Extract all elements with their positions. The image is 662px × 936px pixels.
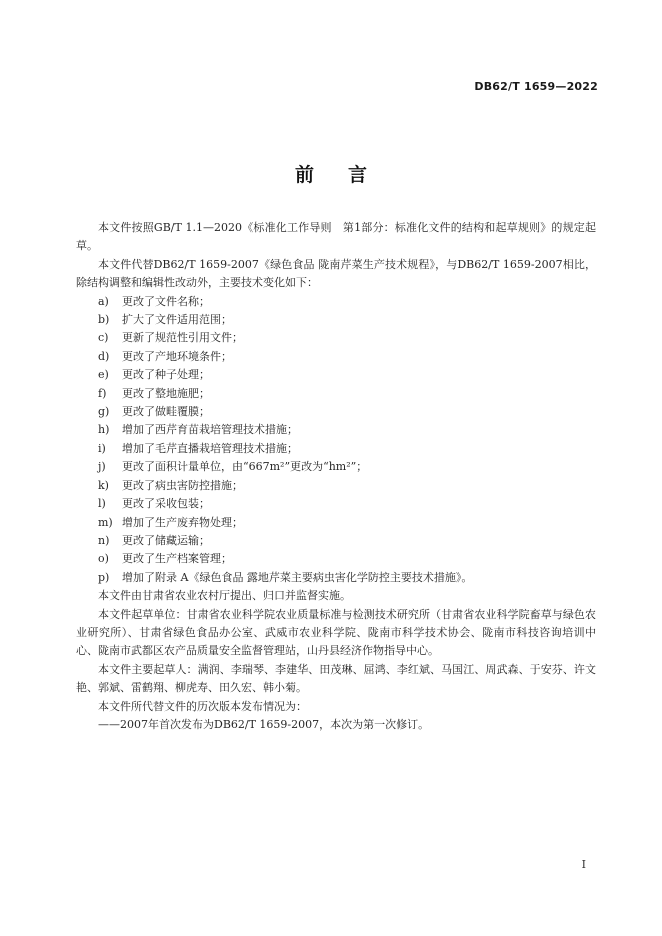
list-item xyxy=(76,421,596,439)
list-text: 更改了种子处理； xyxy=(122,368,210,382)
list-item xyxy=(76,329,596,347)
list-text: 更改了面积计量单位，由“667m²”更改为“hm²”； xyxy=(122,460,368,474)
list-text: 增加了附录 A《绿色食品 露地芹菜主要病虫害化学防控主要技术措施》。 xyxy=(122,570,473,584)
list-item xyxy=(76,532,596,550)
list-text: 增加了毛芹直播栽培管理技术措施； xyxy=(122,441,298,455)
list-marker: l) xyxy=(98,497,106,511)
list-marker: e) xyxy=(98,368,109,382)
list-item xyxy=(76,293,596,311)
paragraph-replacement: 本文件代替DB62/T 1659-2007《绿色食品 陇南芹菜生产技术规程》，与DB62/T 1659-2007相比，除结构调整和编辑性改动外，主要技术变化如下： xyxy=(76,257,596,290)
list-item xyxy=(76,366,596,384)
list-text: 增加了生产废弃物处理； xyxy=(122,515,243,529)
list-marker: i) xyxy=(98,441,106,455)
document-code: DB62/T 1659—2022 xyxy=(474,80,598,93)
list-marker: f) xyxy=(98,386,107,400)
list-marker: k) xyxy=(98,478,109,492)
list-item xyxy=(76,403,596,421)
list-text: 更改了生产档案管理； xyxy=(122,552,232,566)
list-text: 更改了储藏运输； xyxy=(122,533,210,547)
list-marker: h) xyxy=(98,423,110,437)
paragraph-history-intro: 本文件所代替文件的历次版本发布情况为： xyxy=(98,699,307,713)
page-title xyxy=(0,160,662,187)
list-item xyxy=(76,385,596,403)
changes-list xyxy=(76,293,596,588)
paragraph-proposed-by: 本文件由甘肃省农业农村厅提出、归口并监督实施。 xyxy=(98,589,351,603)
list-item xyxy=(76,550,596,568)
list-text: 更改了文件名称； xyxy=(122,294,210,308)
list-item xyxy=(76,495,596,513)
page-number: I xyxy=(581,858,586,871)
list-item xyxy=(76,348,596,366)
list-text: 更改了整地施肥； xyxy=(122,386,210,400)
list-item xyxy=(76,440,596,458)
list-text: 增加了西芹育苗栽培管理技术措施； xyxy=(122,423,298,437)
list-marker: n) xyxy=(98,533,110,547)
list-marker: o) xyxy=(98,552,109,566)
list-marker: b) xyxy=(98,313,110,327)
list-item xyxy=(76,311,596,329)
list-text: 更改了做畦覆膜； xyxy=(122,405,210,419)
list-marker: g) xyxy=(98,405,110,419)
title-char-2: 言 xyxy=(348,164,368,186)
paragraph-drafting-units: 本文件起草单位：甘肃省农业科学院农业质量标准与检测技术研究所（甘肃省农业科学院畜草与绿色农业研究所）、甘肃省绿色食品办公室、武威市农业科学院、陇南市科学技术协会、陇南市科技咨询培训中心、陇南市武都区农产品质量安全监督管理站，山丹县经济作物指导中心。 xyxy=(76,607,596,658)
paragraph-history-item: ——2007年首次发布为DB62/T 1659-2007，本次为第一次修订。 xyxy=(98,717,430,731)
list-marker: p) xyxy=(98,570,110,584)
list-marker: m) xyxy=(98,515,113,529)
list-text: 更改了产地环境条件； xyxy=(122,349,232,363)
foreword-body xyxy=(76,219,596,734)
title-char-1: 前 xyxy=(294,164,314,186)
list-text: 更新了规范性引用文件； xyxy=(122,331,243,345)
list-text: 更改了采收包装； xyxy=(122,497,210,511)
list-text: 更改了病虫害防控措施； xyxy=(122,478,243,492)
list-marker: c) xyxy=(98,331,109,345)
list-item xyxy=(76,477,596,495)
list-marker: j) xyxy=(98,460,106,474)
list-marker: d) xyxy=(98,349,110,363)
list-marker: a) xyxy=(98,294,109,308)
paragraph-drafters: 本文件主要起草人：满润、李瑞琴、李建华、田茂琳、屈鸿、李红斌、马国江、周武森、于安芬、许文艳、郭斌、雷鹤翔、柳虎寿、田久宏、韩小菊。 xyxy=(76,662,596,695)
list-item xyxy=(76,514,596,532)
list-item xyxy=(76,458,596,476)
list-text: 扩大了文件适用范围； xyxy=(122,313,232,327)
list-item xyxy=(76,569,596,587)
paragraph-drafting-rules: 本文件按照GB/T 1.1—2020《标准化工作导则 第1部分：标准化文件的结构和起草规则》的规定起草。 xyxy=(76,221,596,253)
